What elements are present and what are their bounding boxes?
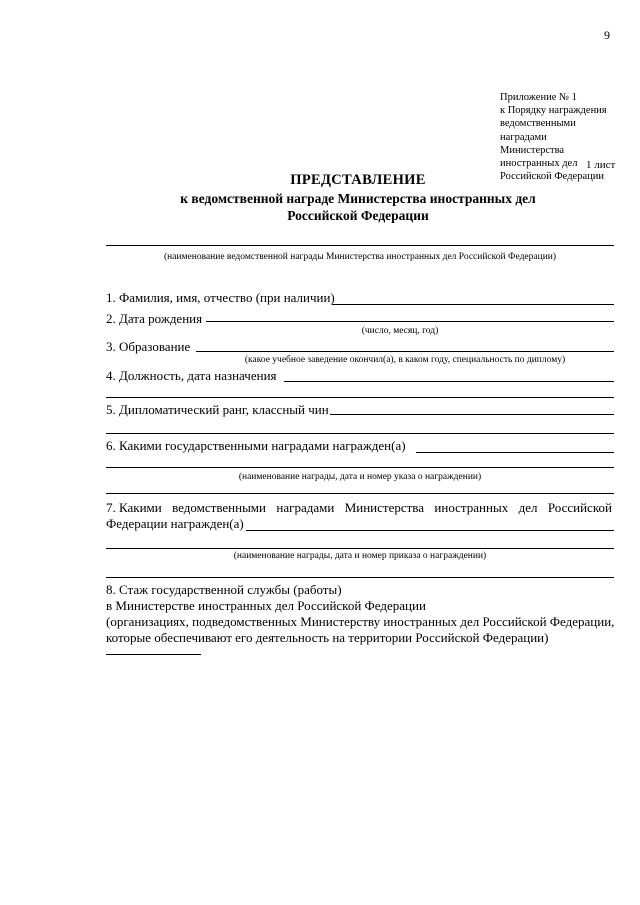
education-hint: (какое учебное заведение окончил(а), в каком году, специальность по диплому) [244,355,566,365]
appendix-line: Приложение № 1 [500,92,577,103]
appendix-line: ведомственными [500,118,576,130]
departmental-awards-hint: (наименование награды, дата и номер приказа о награждении) [233,551,487,561]
appendix-line: иностранных дел [500,158,578,170]
departmental-awards-label-line2: Федерации награжден(а) [106,516,244,531]
education-label: 3. Образование [106,339,191,354]
appendix-line: Министерства [500,144,565,156]
state-awards-input-line-2[interactable] [106,467,614,468]
award-name-hint: (наименование ведомственной награды Министерства иностранных дел Российской Федерации) [163,252,557,262]
service-length-label-line2: в Министерстве иностранных дел Российской Федерации [106,598,426,613]
document-title: ПРЕДСТАВЛЕНИЕ [290,172,426,188]
service-length-label-line3: (организациях, подведомственных Министерству иностранных дел Российской Федерации, [106,614,615,629]
diplomatic-rank-label: 5. Дипломатический ранг, классный чин [106,402,329,417]
award-name-input-line[interactable] [106,245,614,246]
appendix-line: Российской Федерации [500,171,604,183]
label-word: ведомственными [172,500,266,515]
education-input-line[interactable] [196,351,614,352]
label-word: наградами [276,500,335,515]
label-word: Российской [547,500,612,515]
label-word: Министерства [344,500,425,515]
appendix-line: к Порядку награждения [500,105,607,117]
appendix-line: наградами [500,131,547,143]
service-length-label-line4: которые обеспечивают его деятельность на территории Российской Федерации) [106,630,549,645]
state-awards-hint: (наименование награды, дата и номер указа о награждении) [238,472,482,482]
departmental-awards-input-line-2[interactable] [106,548,614,549]
label-word: иностранных [434,500,509,515]
position-input-line[interactable] [284,381,614,382]
position-input-line-2[interactable] [106,397,614,398]
page-number: 9 [604,28,610,42]
document-subtitle-line2: Российской Федерации [287,208,429,223]
full-name-input-line[interactable] [332,304,614,305]
state-awards-input-line-3[interactable] [106,493,614,494]
diplomatic-rank-input-line[interactable] [330,414,614,415]
label-word: дел [518,500,538,515]
departmental-awards-input-line-3[interactable] [106,577,614,578]
full-name-label: 1. Фамилия, имя, отчество (при наличии) [106,290,335,305]
birth-date-label: 2. Дата рождения [106,311,203,326]
document-subtitle-line1: к ведомственной награде Министерства иностранных дел [180,191,536,206]
sheet-count-label: 1 лист [586,159,616,171]
birth-date-input-line[interactable] [206,321,614,322]
state-awards-input-line[interactable] [416,452,614,453]
departmental-awards-label-line1 [106,500,612,516]
label-word: 7. Какими [106,500,162,515]
birth-date-hint: (число, месяц, год) [361,326,439,336]
diplomatic-rank-input-line-2[interactable] [106,433,614,434]
service-length-label-line1: 8. Стаж государственной службы (работы) [106,582,342,597]
departmental-awards-input-line[interactable] [246,530,614,531]
footnote-separator [106,654,201,655]
position-label: 4. Должность, дата назначения [106,368,277,383]
state-awards-label: 6. Какими государственными наградами награжден(а) [106,438,406,453]
